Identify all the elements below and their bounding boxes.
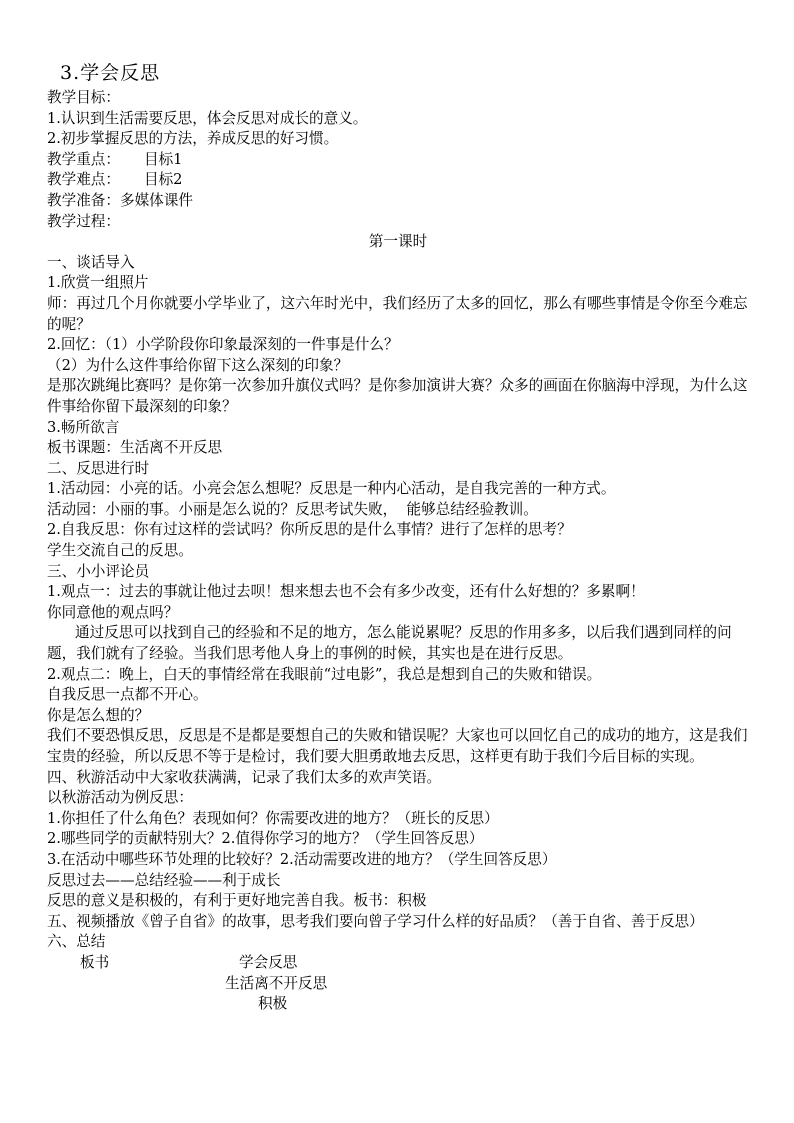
- section-line: （2）为什么这件事给你留下这么深刻的印象？: [47, 356, 349, 374]
- key-point-label: 教学重点：: [47, 150, 120, 168]
- section-line: 2.哪些同学的贡献特别大？2.值得你学习的地方？（学生回答反思）: [47, 830, 484, 848]
- section-line: 学生交流自己的反思。: [47, 542, 193, 560]
- section-line: 以秋游活动为例反思：: [47, 789, 193, 807]
- difficulty-label: 教学难点：: [47, 171, 120, 189]
- board-line: 积极: [258, 995, 288, 1013]
- section-line: 1.活动园：小亮的话。小亮会怎么想呢？反思是一种内心活动，是自我完善的一种方式。: [47, 480, 616, 498]
- preparation-line: 教学准备：多媒体课件: [47, 191, 193, 209]
- page-title: 3.学会反思: [60, 62, 161, 84]
- difficulty-line: [47, 170, 749, 191]
- section-line: 反思过去——总结经验——利于成长: [47, 871, 281, 889]
- section-line: 自我反思一点都不开心。: [47, 686, 208, 704]
- section-heading: 六、总结: [47, 933, 106, 951]
- section-line: 1.欣赏一组照片: [47, 274, 149, 292]
- section-line: 师：再过几个月你就要小学毕业了，这六年时光中，我们经历了太多的回忆，那么有哪些事情是令你至今难忘的呢？: [47, 294, 748, 333]
- section-heading: 一、谈话导入: [47, 253, 135, 271]
- section-line: 通过反思可以找到自己的经验和不足的地方，怎么能说累呢？反思的作用多多，以后我们遇到同样的问题，我们就有了经验。当我们思考他人身上的事例的时候，其实也是在进行反思。: [47, 624, 732, 663]
- board-title: 学会反思: [239, 953, 298, 971]
- key-point-value: 目标1: [143, 150, 183, 168]
- section-line: 1.观点一：过去的事就让他过去呗！想来想去也不会有多少改变，还有什么好想的？多累啊！: [47, 583, 645, 601]
- section-line: 活动园：小丽的事。小丽是怎么说的？反思考试失败， 能够总结经验教训。: [47, 500, 538, 518]
- board-label: 板书: [80, 953, 110, 971]
- section-line: 1.你担任了什么角色？表现如何？你需要改进的地方？（班长的反思）: [47, 809, 499, 827]
- goal-item: 2.初步掌握反思的方法，养成反思的好习惯。: [47, 130, 339, 148]
- section-heading: 五、视频播放《曾子自省》的故事，思考我们要向曾子学习什么样的好品质？（善于自省、善于反思）: [47, 912, 704, 930]
- section-line: 反思的意义是积极的，有利于更好地完善自我。板书：积极: [47, 892, 427, 910]
- section-line: 我们不要恐惧反思，反思是不是都是要想自己的失败和错误呢？大家也可以回忆自己的成功的地方，这是我们宝贵的经验，所以反思不等于是检讨，我们要大胆勇敢地去反思，这样更有助于我们今后目标的实现。: [47, 727, 748, 765]
- goal-item: 1.认识到生活需要反思，体会反思对成长的意义。: [47, 109, 368, 127]
- section-heading: 二、反思进行时: [47, 459, 150, 477]
- lesson-heading: 第一课时: [368, 233, 428, 251]
- process-heading: 教学过程：: [47, 212, 120, 230]
- section-line: 板书课题：生活离不开反思: [47, 439, 223, 457]
- section-line: 2.回忆：（1）小学阶段你印象最深刻的一件事是什么？: [47, 336, 399, 354]
- section-line: 3.在活动中哪些环节处理的比较好？2.活动需要改进的地方？（学生回答反思）: [47, 850, 557, 868]
- section-line: 你是怎么想的？: [47, 706, 150, 724]
- key-point-line: [47, 150, 749, 171]
- section-line: 3.畅所欲言: [47, 418, 120, 436]
- section-line: 是那次跳绳比赛吗？是你第一次参加升旗仪式吗？是你参加演讲大赛？众多的画面在你脑海中浮现，为什么这件事给你留下最深刻的印象？: [47, 377, 748, 415]
- difficulty-value: 目标2: [143, 171, 183, 189]
- section-line: 2.自我反思：你有过这样的尝试吗？你所反思的是什么事情？进行了怎样的思考？: [47, 521, 572, 539]
- document-body: [47, 88, 749, 1015]
- blackboard-summary: [47, 953, 749, 1015]
- section-heading: 三、小小评论员: [47, 562, 150, 580]
- goals-heading: 教学目标：: [47, 89, 120, 106]
- section-heading: 四、秋游活动中大家收获满满，记录了我们太多的欢声笑语。: [47, 768, 442, 786]
- section-line: 你同意他的观点吗？: [47, 603, 179, 621]
- board-line: 生活离不开反思: [225, 974, 328, 992]
- section-line: 2.观点二：晚上，白天的事情经常在我眼前“过电影”，我总是想到自己的失败和错误。: [47, 665, 602, 683]
